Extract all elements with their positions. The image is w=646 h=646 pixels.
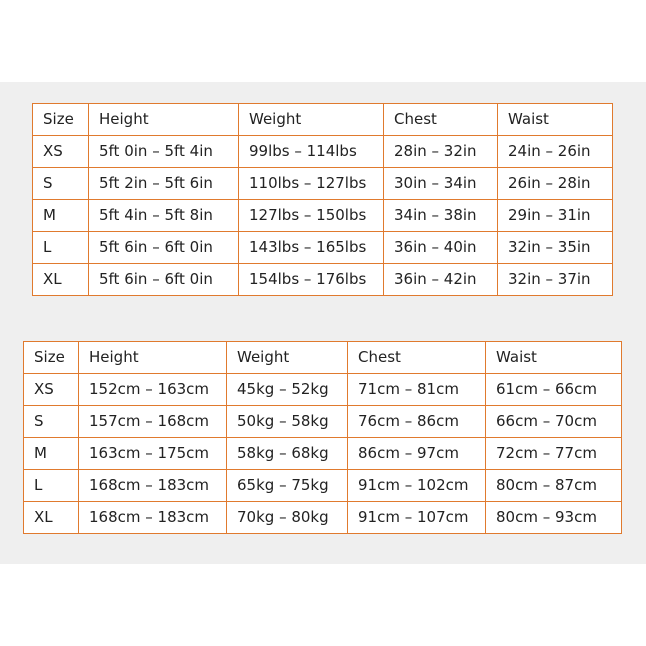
cell-size: XL [33,264,89,296]
imperial-size-table [32,103,613,296]
header-waist: Waist [498,104,613,136]
cell-waist: 61cm – 66cm [486,374,622,406]
table-row [33,200,613,232]
cell-waist: 80cm – 87cm [486,470,622,502]
cell-chest: 28in – 32in [384,136,498,168]
table-row [24,374,622,406]
table-row [33,264,613,296]
cell-height: 5ft 6in – 6ft 0in [89,264,239,296]
cell-chest: 36in – 40in [384,232,498,264]
cell-weight: 65kg – 75kg [227,470,348,502]
cell-waist: 29in – 31in [498,200,613,232]
table-row [33,232,613,264]
header-chest: Chest [384,104,498,136]
cell-weight: 99lbs – 114lbs [239,136,384,168]
cell-chest: 86cm – 97cm [348,438,486,470]
cell-waist: 66cm – 70cm [486,406,622,438]
cell-weight: 70kg – 80kg [227,502,348,534]
cell-chest: 30in – 34in [384,168,498,200]
metric-size-table [23,341,622,534]
cell-waist: 26in – 28in [498,168,613,200]
cell-height: 168cm – 183cm [79,470,227,502]
table-header-row [24,342,622,374]
cell-waist: 72cm – 77cm [486,438,622,470]
table-row [33,136,613,168]
cell-height: 157cm – 168cm [79,406,227,438]
header-weight: Weight [239,104,384,136]
cell-weight: 58kg – 68kg [227,438,348,470]
table-row [24,502,622,534]
cell-height: 5ft 2in – 5ft 6in [89,168,239,200]
header-chest: Chest [348,342,486,374]
cell-size: S [24,406,79,438]
cell-chest: 36in – 42in [384,264,498,296]
cell-size: XS [33,136,89,168]
cell-waist: 32in – 37in [498,264,613,296]
cell-size: L [33,232,89,264]
header-size: Size [33,104,89,136]
cell-size: M [24,438,79,470]
header-waist: Waist [486,342,622,374]
cell-size: S [33,168,89,200]
header-height: Height [79,342,227,374]
cell-size: L [24,470,79,502]
cell-chest: 76cm – 86cm [348,406,486,438]
cell-weight: 127lbs – 150lbs [239,200,384,232]
cell-size: M [33,200,89,232]
table-row [33,168,613,200]
cell-height: 168cm – 183cm [79,502,227,534]
header-weight: Weight [227,342,348,374]
cell-chest: 91cm – 107cm [348,502,486,534]
header-size: Size [24,342,79,374]
cell-waist: 32in – 35in [498,232,613,264]
size-chart-panel [0,82,646,564]
cell-weight: 110lbs – 127lbs [239,168,384,200]
cell-waist: 24in – 26in [498,136,613,168]
table-header-row [33,104,613,136]
cell-chest: 34in – 38in [384,200,498,232]
cell-height: 152cm – 163cm [79,374,227,406]
cell-weight: 50kg – 58kg [227,406,348,438]
cell-weight: 45kg – 52kg [227,374,348,406]
cell-weight: 143lbs – 165lbs [239,232,384,264]
cell-height: 5ft 6in – 6ft 0in [89,232,239,264]
cell-chest: 71cm – 81cm [348,374,486,406]
table-row [24,470,622,502]
cell-waist: 80cm – 93cm [486,502,622,534]
cell-height: 163cm – 175cm [79,438,227,470]
cell-height: 5ft 0in – 5ft 4in [89,136,239,168]
table-row [24,438,622,470]
cell-height: 5ft 4in – 5ft 8in [89,200,239,232]
cell-weight: 154lbs – 176lbs [239,264,384,296]
header-height: Height [89,104,239,136]
cell-chest: 91cm – 102cm [348,470,486,502]
cell-size: XS [24,374,79,406]
cell-size: XL [24,502,79,534]
table-row [24,406,622,438]
